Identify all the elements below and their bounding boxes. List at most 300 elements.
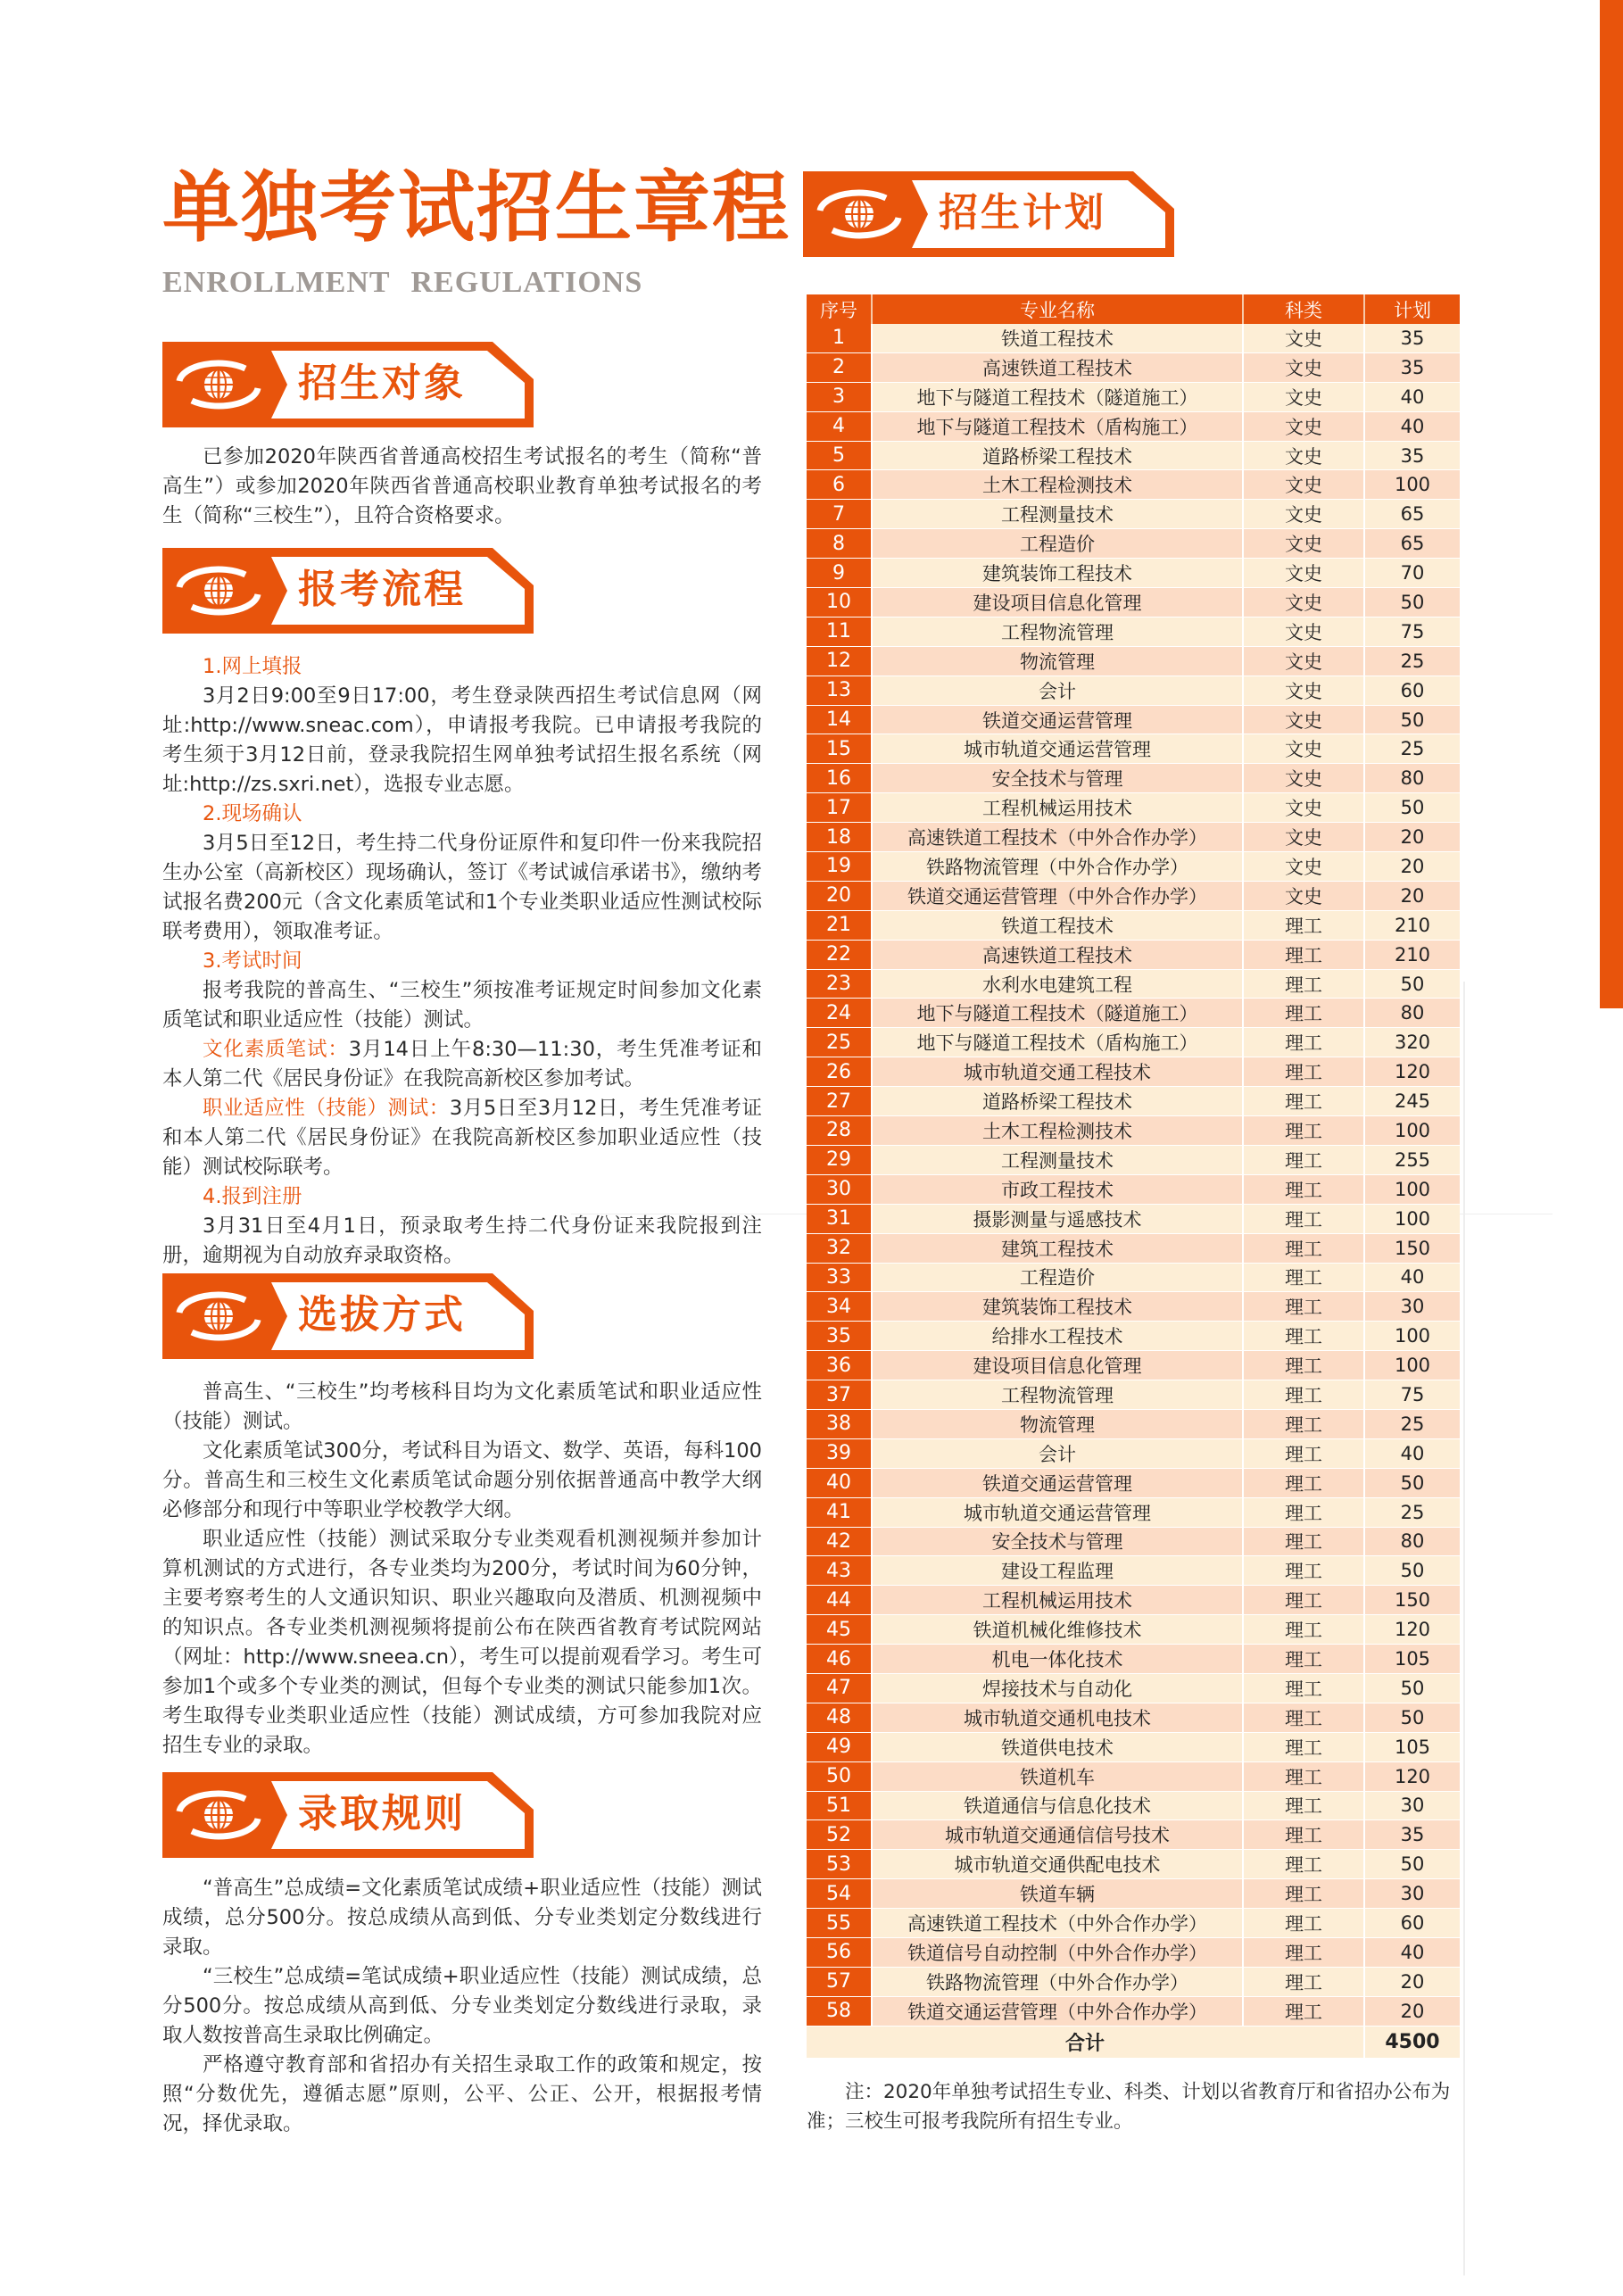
section-title: 报考流程 — [298, 567, 466, 612]
table-row — [807, 1792, 1460, 1821]
section-process-body — [162, 652, 762, 1271]
major-name: 地下与隧道工程技术（盾构施工） — [873, 1028, 1244, 1057]
subject-category: 理工 — [1244, 1116, 1365, 1146]
subject-category: 理工 — [1244, 1879, 1365, 1909]
table-row — [807, 1850, 1460, 1879]
table-header-row — [807, 294, 1460, 324]
table-row — [807, 734, 1460, 764]
section-selection-body — [162, 1378, 762, 1761]
page-title: 单独考试招生章程 — [162, 163, 791, 253]
row-index: 20 — [807, 882, 873, 911]
row-index: 1 — [807, 324, 873, 353]
row-index: 19 — [807, 852, 873, 882]
subject-category: 文史 — [1244, 764, 1365, 793]
subject-category: 理工 — [1244, 1703, 1365, 1733]
major-name: 高速铁道工程技术 — [873, 353, 1244, 383]
row-index: 17 — [807, 793, 873, 823]
table-row — [807, 1498, 1460, 1528]
paragraph: 文化素质笔试300分，考试科目为语文、数学、英语，每科100分。普高生和三校生文化素质笔试命题分别依据普通高中教学大纲必修部分和现行中等职业学校教学大纲。 — [162, 1439, 762, 1521]
table-row — [807, 1028, 1460, 1057]
row-index: 14 — [807, 706, 873, 735]
plan-count: 50 — [1365, 793, 1460, 823]
plan-count: 70 — [1365, 559, 1460, 588]
subject-category: 理工 — [1244, 1087, 1365, 1116]
major-name: 铁道交通运营管理 — [873, 1469, 1244, 1498]
total-value: 4500 — [1365, 2027, 1460, 2059]
section-banner-selection — [162, 1273, 534, 1359]
table-row — [807, 1879, 1460, 1909]
plan-count: 120 — [1365, 1615, 1460, 1645]
exam-item — [162, 1035, 762, 1094]
row-index: 22 — [807, 941, 873, 970]
major-name: 高速铁道工程技术 — [873, 941, 1244, 970]
column-header-major: 专业名称 — [873, 294, 1244, 324]
table-body — [807, 324, 1460, 2027]
row-index: 25 — [807, 1028, 873, 1057]
section-title: 招生计划 — [939, 190, 1106, 236]
plan-count: 35 — [1365, 353, 1460, 383]
major-name: 工程造价 — [873, 1264, 1244, 1293]
table-row — [807, 529, 1460, 559]
plan-count: 75 — [1365, 1380, 1460, 1410]
major-name: 工程测量技术 — [873, 1146, 1244, 1175]
column-header-category: 科类 — [1244, 294, 1365, 324]
major-name: 地下与隧道工程技术（隧道施工） — [873, 383, 1244, 412]
row-index: 16 — [807, 764, 873, 793]
row-index: 18 — [807, 823, 873, 852]
plan-count: 100 — [1365, 470, 1460, 500]
major-name: 铁道交通运营管理（中外合作办学） — [873, 1997, 1244, 2027]
section-title: 招生对象 — [298, 361, 466, 406]
paragraph: 职业适应性（技能）测试采取分专业类观看机测视频并参加计算机测试的方式进行，各专业类均为200分，考试时间为60分钟，主要考察考生的人文通识知识、职业兴趣取向及潜质、机测视频中的知识点。各专业类机测视频将提前公布在陕西省教育考试院网站（网址：http://www.sneea.cn），考生可以提前观看学习。考生可参加1个或多个专业类的测试，但每个专业类的测试只能参加1次。考生取得专业类职业适应性（技能）测试成绩，方可参加我院对应招生专业的录取。 — [162, 1528, 762, 1757]
section-title: 录取规则 — [298, 1791, 466, 1836]
subject-category: 理工 — [1244, 1469, 1365, 1498]
subject-category: 文史 — [1244, 383, 1365, 412]
major-name: 物流管理 — [873, 1410, 1244, 1439]
plan-count: 120 — [1365, 1762, 1460, 1792]
plan-count: 50 — [1365, 588, 1460, 618]
plan-count: 50 — [1365, 706, 1460, 735]
row-index: 4 — [807, 412, 873, 442]
row-index: 27 — [807, 1087, 873, 1116]
paragraph: “三校生”总成绩=笔试成绩+职业适应性（技能）测试成绩，总分500分。按总成绩从高到低、分专业类划定分数线进行录取，录取人数按普高生录取比例确定。 — [162, 1965, 762, 2047]
row-index: 58 — [807, 1997, 873, 2027]
table-row — [807, 1351, 1460, 1380]
table-row — [807, 1909, 1460, 1938]
row-index: 13 — [807, 676, 873, 706]
subject-category: 文史 — [1244, 588, 1365, 618]
major-name: 工程物流管理 — [873, 618, 1244, 647]
table-row — [807, 559, 1460, 588]
plan-count: 50 — [1365, 1850, 1460, 1879]
plan-count: 40 — [1365, 1264, 1460, 1293]
table-row — [807, 1116, 1460, 1146]
plan-count: 40 — [1365, 412, 1460, 442]
subject-category: 理工 — [1244, 1674, 1365, 1703]
subject-category: 文史 — [1244, 676, 1365, 706]
table-row — [807, 1469, 1460, 1498]
row-index: 38 — [807, 1410, 873, 1439]
table-row — [807, 1528, 1460, 1557]
plan-count: 150 — [1365, 1234, 1460, 1264]
table-row — [807, 970, 1460, 999]
major-name: 工程物流管理 — [873, 1380, 1244, 1410]
major-name: 铁路物流管理（中外合作办学） — [873, 1968, 1244, 1997]
major-name: 建筑工程技术 — [873, 1234, 1244, 1264]
subject-category: 理工 — [1244, 1234, 1365, 1264]
plan-count: 60 — [1365, 676, 1460, 706]
row-index: 35 — [807, 1322, 873, 1351]
table-row — [807, 1380, 1460, 1410]
paragraph: 严格遵守教育部和省招办有关招生录取工作的政策和规定，按照“分数优先，遵循志愿”原则，公平、公正、公开，根据报考情况，择优录取。 — [162, 2053, 762, 2135]
major-name: 焊接技术与自动化 — [873, 1674, 1244, 1703]
major-name: 铁道交通运营管理（中外合作办学） — [873, 882, 1244, 911]
subject-category: 理工 — [1244, 1850, 1365, 1879]
plan-count: 25 — [1365, 734, 1460, 764]
subject-category: 理工 — [1244, 1762, 1365, 1792]
major-name: 城市轨道交通供配电技术 — [873, 1850, 1244, 1879]
subject-category: 理工 — [1244, 1556, 1365, 1586]
row-index: 39 — [807, 1439, 873, 1469]
row-index: 44 — [807, 1586, 873, 1615]
table-row — [807, 911, 1460, 941]
row-index: 43 — [807, 1556, 873, 1586]
subject-category: 理工 — [1244, 1439, 1365, 1469]
major-name: 市政工程技术 — [873, 1175, 1244, 1205]
plan-count: 105 — [1365, 1733, 1460, 1762]
row-index: 48 — [807, 1703, 873, 1733]
subject-category: 文史 — [1244, 353, 1365, 383]
subject-category: 理工 — [1244, 1292, 1365, 1322]
table-row — [807, 647, 1460, 676]
major-name: 高速铁道工程技术（中外合作办学） — [873, 823, 1244, 852]
step-heading: 4.报到注册 — [203, 1185, 302, 1208]
row-index: 36 — [807, 1351, 873, 1380]
plan-count: 25 — [1365, 1498, 1460, 1528]
table-row — [807, 999, 1460, 1028]
table-row — [807, 1703, 1460, 1733]
major-name: 地下与隧道工程技术（盾构施工） — [873, 412, 1244, 442]
plan-count: 40 — [1365, 383, 1460, 412]
row-index: 50 — [807, 1762, 873, 1792]
plan-count: 210 — [1365, 911, 1460, 941]
table-row — [807, 706, 1460, 735]
row-index: 7 — [807, 500, 873, 529]
subject-category: 文史 — [1244, 470, 1365, 500]
row-index: 30 — [807, 1175, 873, 1205]
subject-category: 理工 — [1244, 1175, 1365, 1205]
plan-count: 65 — [1365, 529, 1460, 559]
major-name: 地下与隧道工程技术（隧道施工） — [873, 999, 1244, 1028]
row-index: 45 — [807, 1615, 873, 1645]
exam-item — [162, 1094, 762, 1182]
plan-count: 30 — [1365, 1792, 1460, 1821]
major-name: 建筑装饰工程技术 — [873, 559, 1244, 588]
row-index: 29 — [807, 1146, 873, 1175]
plan-count: 40 — [1365, 1439, 1460, 1469]
subject-category: 理工 — [1244, 1264, 1365, 1293]
major-name: 高速铁道工程技术（中外合作办学） — [873, 1909, 1244, 1938]
major-name: 工程测量技术 — [873, 500, 1244, 529]
major-name: 摄影测量与遥感技术 — [873, 1205, 1244, 1234]
major-name: 道路桥梁工程技术 — [873, 442, 1244, 471]
plan-count: 40 — [1365, 1938, 1460, 1968]
major-name: 城市轨道交通通信信号技术 — [873, 1820, 1244, 1850]
subject-category: 理工 — [1244, 1057, 1365, 1087]
step-heading: 2.现场确认 — [203, 802, 302, 825]
table-row — [807, 1322, 1460, 1351]
column-header-index: 序号 — [807, 294, 873, 324]
major-name: 建设项目信息化管理 — [873, 588, 1244, 618]
plan-count: 30 — [1365, 1292, 1460, 1322]
subject-category: 理工 — [1244, 1380, 1365, 1410]
table-row — [807, 588, 1460, 618]
plan-count: 210 — [1365, 941, 1460, 970]
subject-category: 文史 — [1244, 529, 1365, 559]
row-index: 11 — [807, 618, 873, 647]
subject-category: 文史 — [1244, 618, 1365, 647]
footnote: 注：2020年单独考试招生专业、科类、计划以省教育厅和省招办公布为准；三校生可报考我院所有招生专业。 — [807, 2081, 1451, 2133]
plan-count: 100 — [1365, 1322, 1460, 1351]
major-name: 城市轨道交通运营管理 — [873, 734, 1244, 764]
plan-count: 60 — [1365, 1909, 1460, 1938]
major-name: 铁道机车 — [873, 1762, 1244, 1792]
plan-count: 80 — [1365, 1528, 1460, 1557]
step-heading: 3.考试时间 — [203, 949, 302, 973]
major-name: 铁道车辆 — [873, 1879, 1244, 1909]
plan-count: 50 — [1365, 970, 1460, 999]
major-name: 土木工程检测技术 — [873, 1116, 1244, 1146]
row-index: 55 — [807, 1909, 873, 1938]
row-index: 37 — [807, 1380, 873, 1410]
major-name: 铁道信号自动控制（中外合作办学） — [873, 1938, 1244, 1968]
row-index: 6 — [807, 470, 873, 500]
subject-category: 文史 — [1244, 823, 1365, 852]
subject-category: 理工 — [1244, 1820, 1365, 1850]
table-row — [807, 1175, 1460, 1205]
major-name: 城市轨道交通工程技术 — [873, 1057, 1244, 1087]
major-name: 工程造价 — [873, 529, 1244, 559]
subject-category: 文史 — [1244, 412, 1365, 442]
table-row — [807, 823, 1460, 852]
plan-count: 100 — [1365, 1175, 1460, 1205]
row-index: 3 — [807, 383, 873, 412]
table-row — [807, 1264, 1460, 1293]
row-index: 2 — [807, 353, 873, 383]
subject-category: 理工 — [1244, 1351, 1365, 1380]
subject-category: 理工 — [1244, 1968, 1365, 1997]
step-text: 报考我院的普高生、“三校生”须按准考证规定时间参加文化素质笔试和职业适应性（技能）测试。 — [162, 979, 762, 1032]
table-row — [807, 1938, 1460, 1968]
plan-count: 320 — [1365, 1028, 1460, 1057]
row-index: 51 — [807, 1792, 873, 1821]
plan-count: 50 — [1365, 1469, 1460, 1498]
major-name: 建设工程监理 — [873, 1556, 1244, 1586]
subject-category: 理工 — [1244, 1028, 1365, 1057]
subject-category: 理工 — [1244, 1733, 1365, 1762]
total-label: 合计 — [807, 2027, 1365, 2059]
paragraph: 已参加2020年陕西省普通高校招生考试报名的考生（简称“普高生”）或参加2020年陕西省普通高校职业教育单独考试报名的考生（简称“三校生”），且符合资格要求。 — [162, 445, 762, 527]
row-index: 26 — [807, 1057, 873, 1087]
major-name: 给排水工程技术 — [873, 1322, 1244, 1351]
table-row — [807, 1586, 1460, 1615]
row-index: 57 — [807, 1968, 873, 1997]
major-name: 铁道通信与信息化技术 — [873, 1792, 1244, 1821]
table-row — [807, 882, 1460, 911]
table-row — [807, 1087, 1460, 1116]
table-row — [807, 324, 1460, 353]
subject-category: 理工 — [1244, 1205, 1365, 1234]
major-name: 铁路物流管理（中外合作办学） — [873, 852, 1244, 882]
row-index: 54 — [807, 1879, 873, 1909]
major-name: 铁道工程技术 — [873, 324, 1244, 353]
row-index: 47 — [807, 1674, 873, 1703]
plan-count: 20 — [1365, 1997, 1460, 2027]
plan-count: 25 — [1365, 647, 1460, 676]
major-name: 安全技术与管理 — [873, 764, 1244, 793]
subject-category: 理工 — [1244, 941, 1365, 970]
subject-category: 文史 — [1244, 559, 1365, 588]
table-row — [807, 1205, 1460, 1234]
table-row — [807, 383, 1460, 412]
plan-count: 35 — [1365, 442, 1460, 471]
paragraph: “普高生”总成绩=文化素质笔试成绩+职业适应性（技能）测试成绩，总分500分。按总成绩从高到低、分专业类划定分数线进行录取。 — [162, 1877, 762, 1959]
subject-category: 理工 — [1244, 1498, 1365, 1528]
plan-count: 35 — [1365, 324, 1460, 353]
major-name: 工程机械运用技术 — [873, 793, 1244, 823]
row-index: 31 — [807, 1205, 873, 1234]
table-row — [807, 500, 1460, 529]
subject-category: 理工 — [1244, 1645, 1365, 1674]
subject-category: 理工 — [1244, 1146, 1365, 1175]
plan-count: 105 — [1365, 1645, 1460, 1674]
section-banner-process — [162, 548, 534, 634]
subject-category: 文史 — [1244, 793, 1365, 823]
table-row — [807, 1674, 1460, 1703]
major-name: 道路桥梁工程技术 — [873, 1087, 1244, 1116]
subject-category: 理工 — [1244, 1322, 1365, 1351]
background-line-art — [1463, 982, 1597, 2275]
exam-item-label: 职业适应性（技能）测试： — [203, 1097, 450, 1120]
row-index: 34 — [807, 1292, 873, 1322]
row-index: 28 — [807, 1116, 873, 1146]
table-row — [807, 618, 1460, 647]
section-title: 选拔方式 — [298, 1292, 466, 1338]
table-row — [807, 1615, 1460, 1645]
subject-category: 文史 — [1244, 882, 1365, 911]
subject-category: 文史 — [1244, 500, 1365, 529]
table-row — [807, 1057, 1460, 1087]
plan-count: 100 — [1365, 1205, 1460, 1234]
subject-category: 理工 — [1244, 1528, 1365, 1557]
table-row — [807, 412, 1460, 442]
plan-count: 255 — [1365, 1146, 1460, 1175]
major-name: 安全技术与管理 — [873, 1528, 1244, 1557]
decorative-side-bar — [1600, 0, 1623, 1008]
subject-category: 理工 — [1244, 1586, 1365, 1615]
table-row — [807, 1234, 1460, 1264]
subject-category: 理工 — [1244, 1938, 1365, 1968]
plan-count: 20 — [1365, 1968, 1460, 1997]
step-text: 3月5日至12日，考生持二代身份证原件和复印件一份来我院招生办公室（高新校区）现场确认，签订《考试诚信承诺书》，缴纳考试报名费200元（含文化素质笔试和1个专业类职业适应性测试校际联考费用），领取准考证。 — [162, 832, 762, 943]
plan-count: 80 — [1365, 764, 1460, 793]
major-name: 城市轨道交通机电技术 — [873, 1703, 1244, 1733]
major-name: 物流管理 — [873, 647, 1244, 676]
table-row — [807, 1410, 1460, 1439]
row-index: 10 — [807, 588, 873, 618]
step-text: 3月31日至4月1日，预录取考生持二代身份证来我院报到注册，逾期视为自动放弃录取资格。 — [162, 1214, 762, 1267]
table-row — [807, 852, 1460, 882]
row-index: 33 — [807, 1264, 873, 1293]
paragraph: 普高生、“三校生”均考核科目均为文化素质笔试和职业适应性（技能）测试。 — [162, 1380, 762, 1433]
plan-count: 100 — [1365, 1351, 1460, 1380]
major-name: 建设项目信息化管理 — [873, 1351, 1244, 1380]
exam-item-label: 文化素质笔试： — [203, 1038, 349, 1061]
major-name: 土木工程检测技术 — [873, 470, 1244, 500]
plan-count: 80 — [1365, 999, 1460, 1028]
table-row — [807, 1146, 1460, 1175]
plan-count: 120 — [1365, 1057, 1460, 1087]
section-banner-admission — [162, 1772, 534, 1858]
section-banner-target — [162, 342, 534, 427]
subject-category: 理工 — [1244, 970, 1365, 999]
plan-count: 50 — [1365, 1674, 1460, 1703]
table-row — [807, 1645, 1460, 1674]
page-subtitle: ENROLLMENT REGULATIONS — [162, 266, 643, 299]
row-index: 32 — [807, 1234, 873, 1264]
step-text: 3月2日9:00至9日17:00，考生登录陕西招生考试信息网（网址:http://www.sneac.com），申请报考我院。已申请报考我院的考生须于3月12日前，登录我院招生网单独考试招生报名系统（网址:http://zs.sxri.net），选报专业志愿。 — [162, 684, 762, 796]
column-header-plan: 计划 — [1365, 294, 1460, 324]
plan-count: 65 — [1365, 500, 1460, 529]
table-row — [807, 676, 1460, 706]
subject-category: 文史 — [1244, 647, 1365, 676]
row-index: 8 — [807, 529, 873, 559]
exam-item-text: 3月5日至3月12日，考生凭准考证和本人第二代《居民身份证》在我院高新校区参加职业适应性（技能）测试校际联考。 — [162, 1097, 762, 1179]
row-index: 5 — [807, 442, 873, 471]
subject-category: 文史 — [1244, 734, 1365, 764]
major-name: 水利水电建筑工程 — [873, 970, 1244, 999]
row-index: 9 — [807, 559, 873, 588]
table-row — [807, 353, 1460, 383]
subject-category: 文史 — [1244, 324, 1365, 353]
plan-count: 35 — [1365, 1820, 1460, 1850]
row-index: 46 — [807, 1645, 873, 1674]
plan-count: 150 — [1365, 1586, 1460, 1615]
plan-count: 20 — [1365, 882, 1460, 911]
plan-count: 20 — [1365, 823, 1460, 852]
table-row — [807, 1439, 1460, 1469]
table-row — [807, 442, 1460, 471]
step-heading: 1.网上填报 — [203, 655, 302, 678]
row-index: 41 — [807, 1498, 873, 1528]
table-row — [807, 1968, 1460, 1997]
major-name: 铁道机械化维修技术 — [873, 1615, 1244, 1645]
row-index: 53 — [807, 1850, 873, 1879]
table-row — [807, 1292, 1460, 1322]
table-row — [807, 1733, 1460, 1762]
row-index: 24 — [807, 999, 873, 1028]
plan-count: 100 — [1365, 1116, 1460, 1146]
subject-category: 文史 — [1244, 442, 1365, 471]
subject-category: 理工 — [1244, 1909, 1365, 1938]
major-name: 铁道工程技术 — [873, 911, 1244, 941]
table-row — [807, 941, 1460, 970]
major-name: 铁道交通运营管理 — [873, 706, 1244, 735]
plan-count: 75 — [1365, 618, 1460, 647]
plan-count: 20 — [1365, 852, 1460, 882]
section-admission-body — [162, 1874, 762, 2139]
major-name: 建筑装饰工程技术 — [873, 1292, 1244, 1322]
